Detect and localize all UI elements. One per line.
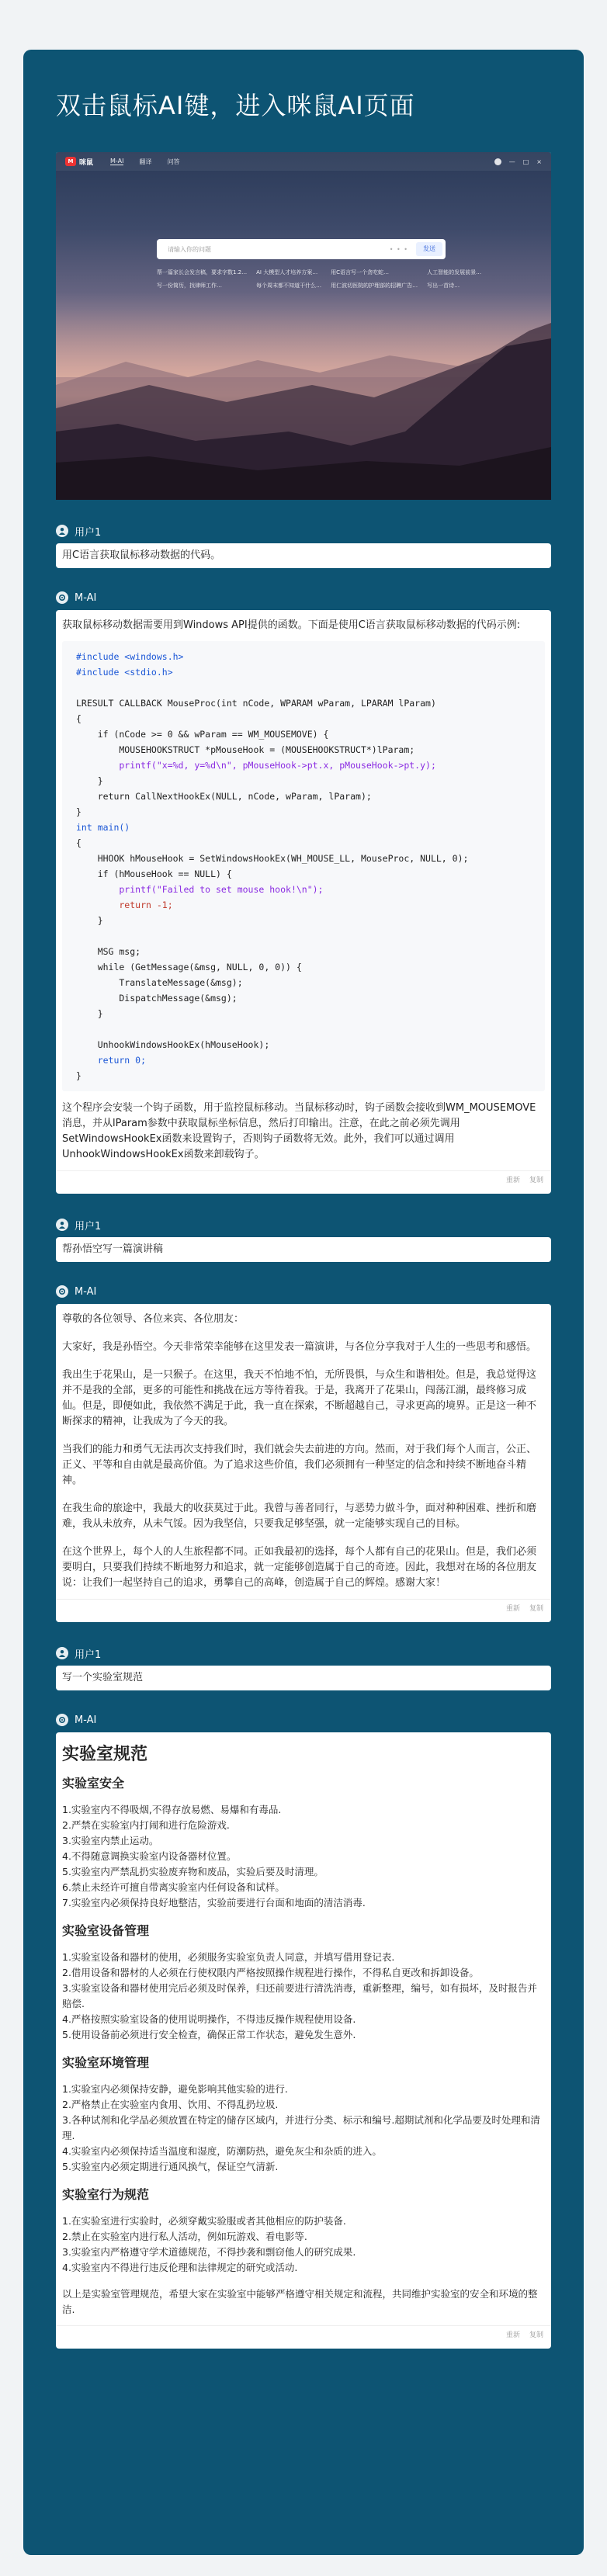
ai-header xyxy=(56,1712,551,1728)
user-icon xyxy=(56,1647,68,1659)
nav-tab-translate[interactable]: 翻译 xyxy=(139,158,152,165)
minimize-button[interactable]: — xyxy=(508,158,515,165)
user-header xyxy=(56,1217,551,1233)
list-item: 4.严格按照实验室设备的使用说明操作，不得违反操作规程使用设备. xyxy=(62,2013,356,2025)
code-block xyxy=(62,641,545,1091)
list-item: 1.实验室内必须保持安静，避免影响其他实验的进行. xyxy=(62,2083,288,2095)
maximize-button[interactable]: □ xyxy=(522,158,529,165)
ai-message xyxy=(56,1304,551,1622)
user-header xyxy=(56,1645,551,1661)
code-line: return CallNextHookEx(NULL, nCode, wParam, lParam); xyxy=(76,791,372,802)
section-heading: 实验室环境管理 xyxy=(62,2055,150,2070)
ai-gear-icon xyxy=(56,1714,68,1726)
list-item: 4.实验室内必须保持适当温度和湿度，防潮防热，避免灰尘和杂质的进入。 xyxy=(62,2145,382,2157)
list-item: 5.实验室内严禁乱扔实验废弃物和废品，实验后要及时清理。 xyxy=(62,1866,324,1877)
suggestion-item[interactable]: AI 大模型人才培养方案… xyxy=(256,269,318,276)
list-item: 4.实验室内不得进行违反伦理和法律规定的研究或活动. xyxy=(62,2262,298,2273)
code-line: MSG msg; xyxy=(76,946,141,957)
list-item: 6.禁止未经许可擅自带离实验室内任何设备和试样。 xyxy=(62,1881,285,1893)
mouse-ai-screenshot xyxy=(56,152,551,500)
ai-header xyxy=(56,1284,551,1299)
list-item: 3.实验室设备和器材使用完后必须及时保养，归还前要进行清洗消毒，重新整理，编号，如有损坏，及时报告并赔偿. xyxy=(62,1982,537,2009)
ai-message xyxy=(56,610,551,1194)
speech-paragraph: 在我生命的旅途中，我最大的收获莫过于此。我曾与善者同行，与恶势力做斗争，面对种种困难、挫折和磨难，我从未放弃，从未气馁。因为我坚信，只要我足够坚强，就一定能够实现自己的目标。 xyxy=(62,1503,537,1530)
code-line: if (nCode >= 0 && wParam == WM_MOUSEMOVE) { xyxy=(76,729,329,740)
suggestion-item[interactable]: 人工智能的发展前景… xyxy=(427,269,482,276)
code-line: printf("x=%d, y=%d\n", pMouseHook->pt.x, pMouseHook->pt.y); xyxy=(76,760,436,771)
search-input[interactable] xyxy=(157,239,446,259)
code-line: return 0; xyxy=(76,1055,147,1066)
copy-button[interactable]: 复制 xyxy=(529,2331,543,2339)
speech-paragraph: 在这个世界上，每个人的人生旅程都不同。正如我最初的选择，每个人都有自己的花果山。但是，我们必须要明白，只要我们持续不断地努力和追求，就一定能够创造属于自己的奇迹。因此，我想对在场的各位朋友说：让我们一起坚持自己的追求，勇攀自己的高峰，创造属于自己的辉煌。感谢大家！ xyxy=(62,1546,537,1589)
code-line: { xyxy=(76,713,82,724)
code-line: LRESULT CALLBACK MouseProc(int nCode, WPARAM wParam, LPARAM lParam) xyxy=(76,698,436,709)
code-line: } xyxy=(76,775,103,786)
ai-name: M-AI xyxy=(75,1285,97,1298)
user-icon xyxy=(56,525,68,537)
list-item: 1.实验室内不得吸烟,不得存放易燃、易爆和有毒品. xyxy=(62,1804,282,1815)
code-line: #include <windows.h> xyxy=(76,651,184,662)
list-item: 3.实验室内严格遵守学术道德规范，不得抄袭和剽窃他人的研究成果. xyxy=(62,2246,356,2258)
ai-gear-icon xyxy=(56,591,68,604)
section-heading: 实验室安全 xyxy=(62,1776,125,1791)
user-name: 用户1 xyxy=(75,1220,102,1233)
list-item: 5.实验室内必须定期进行通风换气，保证空气清新. xyxy=(62,2161,279,2172)
message-actions xyxy=(56,1599,551,1617)
copy-button[interactable]: 复制 xyxy=(529,1604,543,1613)
list-item: 5.使用设备前必须进行安全检查，确保正常工作状态，避免发生意外. xyxy=(62,2029,356,2040)
mountain-landscape xyxy=(56,152,551,500)
send-button[interactable]: 发送 xyxy=(416,242,442,256)
regenerate-button[interactable]: 重新 xyxy=(505,1604,520,1613)
suggestion-item[interactable]: 写一份简历，找律师工作… xyxy=(157,283,222,289)
code-line: return -1; xyxy=(76,900,173,910)
app-logo-icon: M xyxy=(65,157,76,166)
doc-section xyxy=(62,2054,545,2175)
suggestion-item[interactable]: 用仁波切医院的护理部的招聘广告… xyxy=(331,283,418,289)
message-actions xyxy=(56,1170,551,1189)
code-line: } xyxy=(76,1070,82,1081)
doc-closing: 以上是实验室管理规范，希望大家在实验室中能够严格遵守相关规定和流程，共同维护实验室的安全和环境的整洁. xyxy=(62,2288,538,2315)
list-item: 2.禁止在实验室内进行私人活动，例如玩游戏、看电影等. xyxy=(62,2231,307,2242)
list-item: 4.不得随意调换实验室内设备器材位置。 xyxy=(62,1850,237,1862)
regenerate-button[interactable]: 重新 xyxy=(505,1176,520,1184)
code-line: printf("Failed to set mouse hook!\n"); xyxy=(76,884,324,895)
speech-paragraph: 我出生于花果山，是一只猴子。在这里，我天不怕地不怕，无所畏惧，与众生和谐相处。但是，我总觉得这并不是我的全部，更多的可能性和挑战在远方等待着我。于是，我离开了花果山，闯荡江湖，最终修习成仙。但是，即便如此，我依然不满足于此，我一直在探索，不断超越自己，寻求更高的境界。正是这一种不断探求的精神，让我成为了今天的我。 xyxy=(62,1369,537,1427)
list-item: 3.各种试剂和化学品必须放置在特定的储存区域内，并进行分类、标示和编号.超期试剂和化学品要及时处理和清理. xyxy=(62,2114,540,2141)
doc-section xyxy=(62,2186,545,2276)
doc-section xyxy=(62,1774,545,1911)
close-button[interactable]: × xyxy=(536,158,542,165)
suggestion-item[interactable]: 用C语言写一个贪吃蛇… xyxy=(331,269,390,276)
user-message: 写一个实验室规范 xyxy=(56,1666,551,1690)
ai-name: M-AI xyxy=(75,591,97,604)
code-line: TranslateMessage(&msg); xyxy=(76,977,243,988)
suggestion-item[interactable]: 写出一首诗… xyxy=(427,283,460,289)
app-topbar xyxy=(56,152,551,171)
ai-intro: 获取鼠标移动数据需要用到Windows API提供的函数。下面是使用C语言获取鼠标移动数据的代码示例: xyxy=(62,619,521,631)
suggestion-item[interactable]: 每个周末都不知道干什么… xyxy=(256,283,322,289)
list-item: 3.实验室内禁止运动。 xyxy=(62,1835,159,1846)
regenerate-button[interactable]: 重新 xyxy=(505,2331,520,2339)
user-message: 用C语言获取鼠标移动数据的代码。 xyxy=(56,543,551,568)
user-name: 用户1 xyxy=(75,526,102,539)
user-icon xyxy=(56,1219,68,1231)
code-line: while (GetMessage(&msg, NULL, 0, 0)) { xyxy=(76,962,302,973)
list-item: 2.严格禁止在实验室内食用、饮用、不得乱扔垃圾. xyxy=(62,2099,279,2110)
list-item: 2.借用设备和器材的人必须在行使权限内严格按照操作规程进行操作，不得私自更改和拆卸设备。 xyxy=(62,1967,479,1978)
code-line: } xyxy=(76,806,82,817)
section-heading: 实验室设备管理 xyxy=(62,1923,150,1938)
page-title: 双击鼠标AI键，进入咪鼠AI页面 xyxy=(56,91,415,120)
code-line: int main() xyxy=(76,822,130,833)
app-logo-text: 咪鼠 xyxy=(79,158,94,167)
speech-paragraph: 大家好，我是孙悟空。今天非常荣幸能够在这里发表一篇演讲，与各位分享我对于人生的一些思考和感悟。 xyxy=(62,1341,537,1353)
content-panel xyxy=(23,50,584,2555)
copy-button[interactable]: 复制 xyxy=(529,1176,543,1184)
nav-tab-m-ai[interactable]: M-AI xyxy=(110,158,124,165)
user-avatar-icon[interactable] xyxy=(494,158,501,165)
code-line: } xyxy=(76,1008,103,1019)
code-line: #include <stdio.h> xyxy=(76,667,173,678)
section-heading: 实验室行为规范 xyxy=(62,2187,150,2202)
ai-header xyxy=(56,590,551,605)
message-actions xyxy=(56,2325,551,2344)
ai-gear-icon xyxy=(56,1285,68,1298)
nav-tab-qa[interactable]: 问答 xyxy=(167,158,180,165)
ai-message xyxy=(56,1732,551,2349)
ai-outro: 这个程序会安装一个钩子函数，用于监控鼠标移动。当鼠标移动时，钩子函数会接收到WM_MOUSEMOVE消息，并从lParam参数中获取鼠标坐标信息，然后打印输出。注意，在此之前必须先调用SetWindowsHookEx函数来设置钩子，否则钩子函数将无效。此外，我们可以通过调用UnhookWindowsHookEx函数来卸载钩子。 xyxy=(62,1102,536,1160)
speech-paragraph: 尊敬的各位领导、各位来宾、各位朋友： xyxy=(62,1313,245,1325)
suggestion-item[interactable]: 帮一篇家长会发言稿，要求字数1.2… xyxy=(157,269,248,276)
doc-title: 实验室规范 xyxy=(62,1745,148,1764)
user-name: 用户1 xyxy=(75,1649,102,1661)
more-options-icon[interactable]: • • • xyxy=(389,245,408,253)
code-line: HHOOK hMouseHook = SetWindowsHookEx(WH_MOUSE_LL, MouseProc, NULL, 0); xyxy=(76,853,469,864)
list-item: 2.严禁在实验室内打闹和进行危险游戏. xyxy=(62,1819,230,1831)
doc-section xyxy=(62,1922,545,2043)
code-line: UnhookWindowsHookEx(hMouseHook); xyxy=(76,1039,270,1050)
code-line: DispatchMessage(&msg); xyxy=(76,993,238,1004)
suggestion-list xyxy=(157,269,482,289)
list-item: 1.实验室设备和器材的使用，必须服务实验室负责人同意，并填写借用登记表. xyxy=(62,1951,395,1963)
user-message: 帮孙悟空写一篇演讲稿 xyxy=(56,1237,551,1262)
search-placeholder: 请输入你的问题 xyxy=(168,245,211,253)
list-item: 1.在实验室进行实验时，必须穿戴实验服或者其他相应的防护装备. xyxy=(62,2215,346,2227)
code-line: if (hMouseHook == NULL) { xyxy=(76,868,232,879)
ai-name: M-AI xyxy=(75,1714,97,1726)
code-line: } xyxy=(76,915,103,926)
code-line: { xyxy=(76,837,82,848)
list-item: 7.实验室内必须保持良好地整洁，实验前要进行台面和地面的清洁消毒. xyxy=(62,1897,366,1909)
user-header xyxy=(56,523,551,539)
code-line: MOUSEHOOKSTRUCT *pMouseHook = (MOUSEHOOKSTRUCT*)lParam; xyxy=(76,744,415,755)
speech-paragraph: 当我们的能力和勇气无法再次支持我们时，我们就会失去前进的方向。然而，对于我们每个人而言，公正、正义、平等和自由就是最高价值。为了追求这些价值，我们必须拥有一种坚定的信念和持续不断地奋斗精神。 xyxy=(62,1444,537,1486)
